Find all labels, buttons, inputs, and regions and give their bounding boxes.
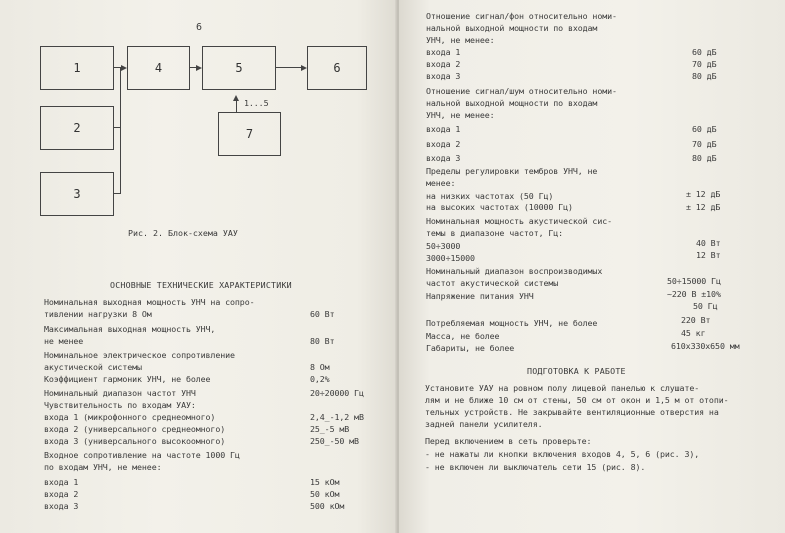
block-4 [127,46,190,90]
spec-value: 80 Вт [310,336,335,346]
spec-value: 60 дБ [692,124,717,134]
spec-label: Коэффициент гармоник УНЧ, не более [44,374,211,384]
spec-label: не менее [44,336,84,346]
spec-label: на низких частотах (50 Гц) [426,191,554,201]
spec-label: входа 2 [426,59,461,69]
spec-label: входа 2 (универсального среднеомного) [44,424,226,434]
spec-value: 25_-5 мВ [310,424,350,434]
paragraph-line: - не нажаты ли кнопки включения входов 4, 5, 6 (рис. 3), [425,449,700,459]
spec-label: Пределы регулировки тембров УНЧ, не [426,166,598,176]
block-label: 7 [245,127,254,141]
block-3 [40,172,114,216]
spec-label: менее: [426,178,456,188]
spec-value: 60 Вт [310,309,335,319]
arrow-label: 1...5 [244,98,269,108]
connector-bus [120,67,121,194]
spec-value: 45 кг [681,328,706,338]
spec-value: 610х330х650 мм [671,341,740,351]
spec-label: УНЧ, не менее: [426,110,495,120]
spec-value: 70 дБ [692,59,717,69]
spec-label: Чувствительность по входам УАУ: [44,400,196,410]
spec-label: Масса, не более [426,331,500,341]
spec-value: 500 кОм [310,501,345,511]
paragraph-line: Установите УАУ на ровном полу лицевой панелью к слушате- [425,383,700,393]
spec-value: 250_-50 мВ [310,436,359,446]
arrow-up-icon [233,95,239,101]
spec-label: входа 1 [44,477,79,487]
right-page [399,0,785,533]
spec-label: входа 3 [426,71,461,81]
arrow-right-icon [301,65,307,71]
arrow-right-icon [121,65,127,71]
paragraph-line: - не включен ли выключатель сети 15 (рис. 8). [425,462,646,472]
spec-value: 80 дБ [692,71,717,81]
connector-line [236,100,237,112]
spec-label: входа 2 [426,139,461,149]
spec-value: ~220 В ±10% [667,289,721,299]
spec-value: 15 кОм [310,477,340,487]
paragraph-line: Перед включением в сеть проверьте: [425,436,592,446]
spec-value: 0,2% [310,374,330,384]
spec-label: акустической системы [44,362,142,372]
spec-value: 60 дБ [692,47,717,57]
spec-label: УНЧ, не менее: [426,35,495,45]
spec-value: 20÷20000 Гц [310,388,364,398]
spec-value: 50÷15000 Гц [667,276,721,286]
section-heading: ПОДГОТОВКА К РАБОТЕ [527,366,626,376]
spec-label: Отношение сигнал/шум относительно номи- [426,86,617,96]
spec-label: нальной выходной мощности по входам [426,98,598,108]
spec-value: 2,4_-1,2 мВ [310,412,364,422]
spec-label: Напряжение питания УНЧ [426,291,534,301]
spec-value: 50 кОм [310,489,340,499]
arrow-right-icon [196,65,202,71]
spec-label: входа 2 [44,489,79,499]
paragraph-line: лям и не ближе 10 см от стены, 50 см от окон и 1,5 м от отопи- [425,395,729,405]
spec-value: 70 дБ [692,139,717,149]
spec-label: темы в диапазоне частот, Гц: [426,228,564,238]
spec-label: Максимальная выходная мощность УНЧ, [44,324,216,334]
spec-label: Номинальная выходная мощность УНЧ на сопро- [44,297,255,307]
spec-value: 12 Вт [696,250,721,260]
spec-label: входа 3 (универсального высокоомного) [44,436,226,446]
paragraph-line: задней панели усилителя. [425,419,543,429]
page-number: 6 [196,22,203,33]
spec-label: Входное сопротивление на частоте 1000 Гц [44,450,240,460]
spec-label: Номинальный диапазон частот УНЧ [44,388,196,398]
figure-caption: Рис. 2. Блок-схема УАУ [128,228,238,238]
spec-label: входа 1 (микрофонного среднеомного) [44,412,216,422]
spec-label: Номинальный диапазон воспроизводимых [426,266,603,276]
spec-label: тивлении нагрузки 8 Ом [44,309,152,319]
spec-label: нальной выходной мощности по входам [426,23,598,33]
spec-label: входа 1 [426,47,461,57]
spec-label: входа 3 [44,501,79,511]
block-5 [202,46,276,90]
spec-label: 50÷3000 [426,241,461,251]
spec-value: 220 Вт [681,315,711,325]
spec-label: Номинальное электрическое сопротивление [44,350,235,360]
block-label: 2 [73,121,81,135]
block-label: 5 [235,61,243,75]
spec-label: входа 3 [426,153,461,163]
block-label: 4 [154,61,163,75]
spec-label: частот акустической системы [426,278,559,288]
spec-value: 40 Вт [696,238,721,248]
spec-label: входа 1 [426,124,461,134]
spec-value: ± 12 дБ [686,202,721,212]
block-label: 3 [73,187,81,201]
spec-value: 50 Гц [693,301,718,311]
block-1 [40,46,114,90]
spec-value: 80 дБ [692,153,717,163]
block-7 [218,112,281,156]
block-2 [40,106,114,150]
paragraph-line: тельных устройств. Не закрывайте вентиляционные отверстия на [425,407,719,417]
section-heading: ОСНОВНЫЕ ТЕХНИЧЕСКИЕ ХАРАКТЕРИСТИКИ [110,280,292,290]
block-6 [307,46,367,90]
spec-label: 3000÷15000 [426,253,475,263]
spec-label: по входам УНЧ, не менее: [44,462,162,472]
spec-value: 8 Ом [310,362,330,372]
spec-value: ± 12 дБ [686,189,721,199]
spec-label: на высоких частотах (10000 Гц) [426,202,573,212]
block-label: 1 [73,61,81,75]
spec-label: Отношение сигнал/фон относительно номи- [426,11,617,21]
spec-label: Номинальная мощность акустической сис- [426,216,613,226]
block-label: 6 [333,61,341,75]
spec-label: Потребляемая мощность УНЧ, не более [426,318,598,328]
connector-line [276,67,301,68]
spec-label: Габариты, не более [426,343,515,353]
